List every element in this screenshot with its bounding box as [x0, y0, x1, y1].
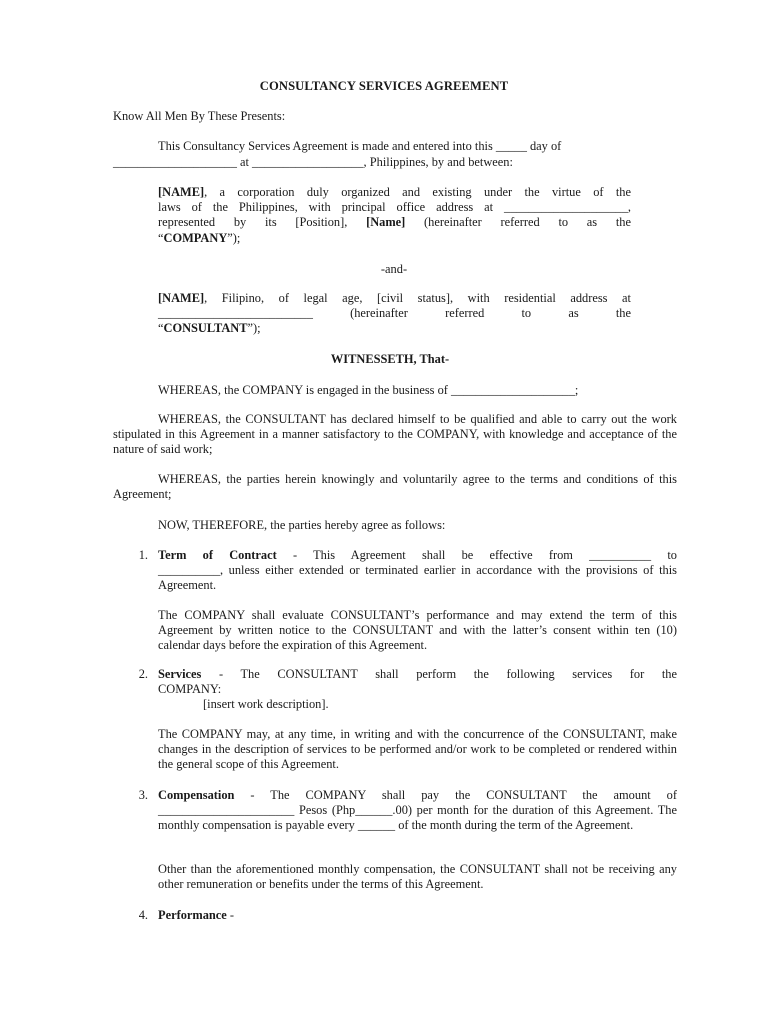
consultant-name-placeholder: [NAME]	[158, 291, 205, 305]
consultant-party-line-2: _________________________ (hereinafter referred to as the	[158, 306, 631, 321]
whereas-clause-3: WHEREAS, the parties herein knowingly and voluntarily agree to the terms and conditions of this Agreement;	[113, 472, 677, 502]
section-2-heading: Services	[158, 667, 202, 681]
section-3-line-1: Compensation - The COMPANY shall pay the CONSULTANT the amount of	[158, 788, 677, 802]
company-representative-placeholder: [Name]	[366, 215, 406, 230]
consultant-defined-term: CONSULTANT	[163, 321, 248, 336]
company-party-line-3: represented by its [Position], [Name] (hereinafter referred to as the	[158, 215, 631, 230]
section-3-number: 3.	[138, 788, 148, 802]
witnesseth-heading: WITNESSETH, That-	[330, 352, 450, 366]
section-2-line-2: COMPANY:	[158, 682, 222, 697]
consultant-party-block	[158, 291, 631, 337]
section-2-paragraph-2: The COMPANY may, at any time, in writing and with the concurrence of the CONSULTANT, make changes in the description of services to be performed and/or work to be completed or rendered within the general scope of this Agreement.	[158, 727, 677, 772]
company-party-block	[158, 185, 631, 246]
section-4-heading: Performance	[158, 908, 227, 922]
intro-line-1: This Consultancy Services Agreement is made and entered into this _____ day of	[158, 139, 562, 153]
section-1-line-1: Term of Contract - This Agreement shall be effective from __________ to	[158, 548, 677, 562]
section-3-heading: Compensation	[158, 788, 235, 802]
section-3-paragraph-2: Other than the aforementioned monthly compensation, the CONSULTANT shall not be receiving any other remuneration or benefits under the terms of this Agreement.	[158, 862, 677, 892]
and-separator: -and-	[380, 262, 408, 276]
section-2-line-1: Services - The CONSULTANT shall perform the following services for the	[158, 667, 677, 681]
whereas-clause-1: WHEREAS, the COMPANY is engaged in the business of ____________________;	[158, 383, 579, 397]
section-1-heading: Term of Contract	[158, 548, 277, 562]
section-4-line-1: Performance -	[158, 908, 235, 922]
consultant-party-line-3: “CONSULTANT”);	[158, 321, 261, 336]
section-4-number: 4.	[138, 908, 148, 922]
work-description-placeholder: [insert work description].	[203, 697, 329, 712]
intro-line-2: ____________________ at __________________, Philippines, by and between:	[113, 155, 513, 169]
section-1-rest: __________, unless either extended or terminated earlier in accordance with the provisions of this Agreement.	[158, 563, 677, 593]
consultant-party-line-1: [NAME], Filipino, of legal age, [civil status], with residential address at	[158, 291, 631, 305]
company-party-line-2: laws of the Philippines, with principal office address at ____________________,	[158, 200, 631, 215]
whereas-clause-2: WHEREAS, the CONSULTANT has declared himself to be qualified and able to carry out the work stipulated in this Agreement in a manner satisfactory to the COMPANY, with knowledge and acceptance of the nature of said work;	[113, 412, 677, 457]
document-title: CONSULTANCY SERVICES AGREEMENT	[259, 79, 509, 93]
section-2-number: 2.	[138, 667, 148, 681]
section-2-body	[158, 667, 677, 713]
section-3-rest: ______________________ Pesos (Php______.00) per month for the duration of this Agreement. The monthly compensation is payable every ______ of the month during the term of the Agreement.	[158, 803, 677, 833]
opening-line: Know All Men By These Presents:	[113, 109, 286, 123]
company-party-line-1: [NAME], a corporation duly organized and existing under the virtue of the	[158, 185, 631, 199]
company-party-line-4: “COMPANY”);	[158, 230, 241, 245]
section-1-body	[158, 548, 677, 594]
section-1-paragraph-2: The COMPANY shall evaluate CONSULTANT’s performance and may extend the term of this Agreement by written notice to the CONSULTANT and with the latter’s consent within ten (10) calendar days before the expiration of this Agreement.	[158, 608, 677, 653]
section-3-body	[158, 788, 677, 834]
now-therefore-line: NOW, THEREFORE, the parties hereby agree as follows:	[158, 518, 446, 532]
section-1-number: 1.	[138, 548, 148, 562]
company-name-placeholder: [NAME]	[158, 185, 205, 199]
company-defined-term: COMPANY	[163, 230, 228, 245]
